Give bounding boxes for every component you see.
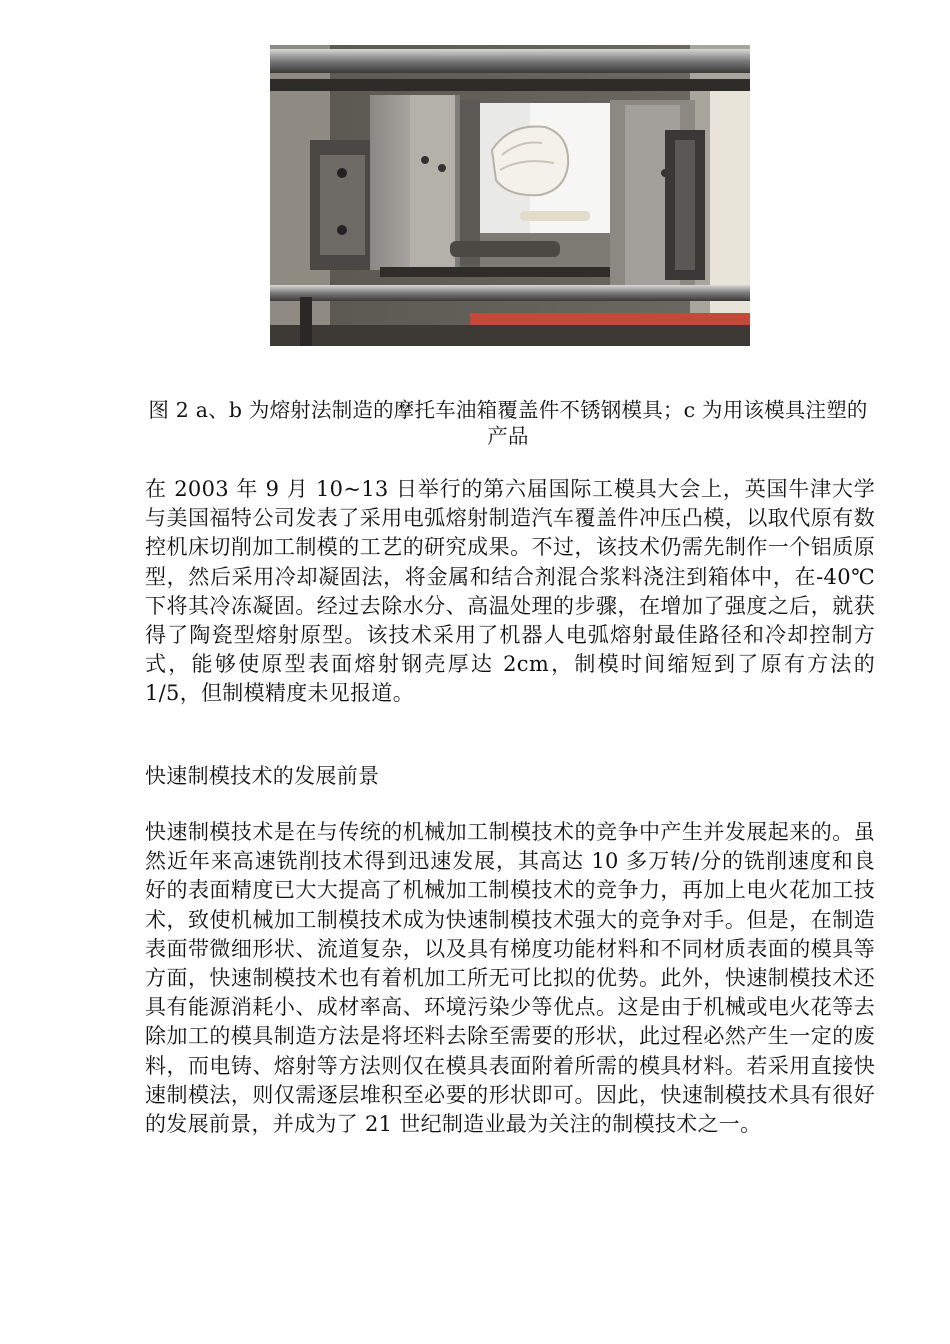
mould-machine-photo <box>270 45 750 346</box>
body-paragraph: 快速制模技术是在与传统的机械加工制模技术的竞争中产生并发展起来的。虽然近年来高速铣削技术得到迅速发展，其高达 10 多万转/分的铣削速度和良好的表面精度已大大提高了机械加工制模技术的竞争力，再加上电火花加工技术，致使机械加工制模技术成为快速制模技术强大的竞争对手。但是，在制造表面带微细形状、流道复杂，以及具有梯度功能材料和不同材质表面的模具等方面，快速制模技术也有着机加工所无可比拟的优势。此外，快速制模技术还具有能源消耗小、成材率高、环境污染少等优点。这是由于机械或电火花等去除加工的模具制造方法是将坯料去除至需要的形状，此过程必然产生一定的废料，而电铸、熔射等方法则仅在模具表面附着所需的模具材料。若采用直接快速制模法，则仅需逐层堆积至必要的形状即可。因此，快速制模技术具有很好的发展前景，并成为了 21 世纪制造业最为关注的制模技术之一。 <box>145 820 875 1137</box>
body-paragraph: 在 2003 年 9 月 10~13 日举行的第六届国际工模具大会上，英国牛津大学与美国福特公司发表了采用电弧熔射制造汽车覆盖件冲压凸模，以取代原有数控机床切削加工制模的工艺的研究成果。不过，该技术仍需先制作一个铝质原型，然后采用冷却凝固法，将金属和结合剂混合浆料浇注到箱体中，在-40℃下将其冷冻凝固。经过去除水分、高温处理的步骤，在增加了强度之后，就获得了陶瓷型熔射原型。该技术采用了机器人电弧熔射最佳路径和冷却控制方式，能够使原型表面熔射钢壳厚达 2cm，制模时间缩短到了原有方法的 1/5，但制模精度未见报道。 <box>145 477 875 706</box>
section-heading: 快速制模技术的发展前景 <box>145 764 380 788</box>
figure-caption: 图 2 a、b 为熔射法制造的摩托车油箱覆盖件不锈钢模具；c 为用该模具注塑的产品 <box>148 398 868 448</box>
